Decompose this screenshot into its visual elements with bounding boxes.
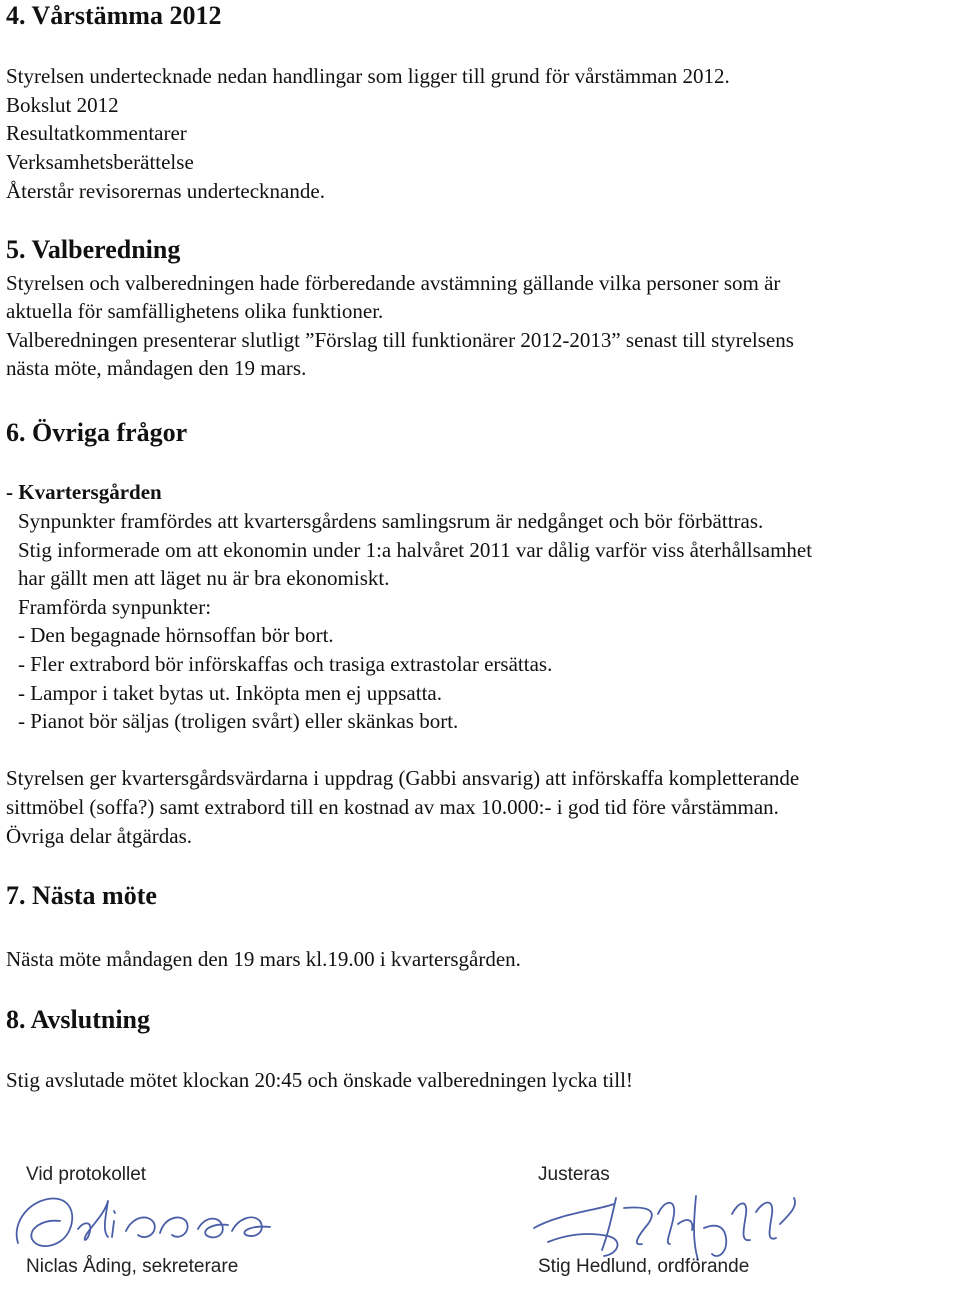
section-5-line: nästa möte, måndagen den 19 mars. (6, 356, 307, 380)
section-4-heading: 4. Vårstämma 2012 (6, 1, 222, 30)
section-5-line: Styrelsen och valberedningen hade förberedande avstämning gällande vilka personer som är (6, 271, 781, 295)
section-6-line: - Lampor i taket bytas ut. Inköpta men ej uppsatta. (18, 681, 442, 705)
section-7-heading: 7. Nästa möte (6, 881, 157, 910)
section-4-line: Verksamhetsberättelse (6, 150, 194, 174)
section-6-line: Synpunkter framfördes att kvartersgårdens samlingsrum är nedgånget och bör förbättras. (18, 509, 764, 533)
section-6-closing-line: Övriga delar åtgärdas. (6, 824, 192, 848)
section-4-line: Bokslut 2012 (6, 93, 119, 117)
section-6-closing-line: sittmöbel (soffa?) samt extrabord till en kostnad av max 10.000:- i god tid före vårstämman. (6, 795, 779, 819)
section-6-closing-line: Styrelsen ger kvartersgårdsvärdarna i uppdrag (Gabbi ansvarig) att införskaffa kompletterande (6, 766, 800, 790)
section-8-text: Stig avslutade mötet klockan 20:45 och önskade valberedningen lycka till! (6, 1068, 633, 1092)
section-6-heading: 6. Övriga frågor (6, 418, 188, 447)
section-4-line: Resultatkommentarer (6, 121, 187, 145)
section-5-line: Valberedningen presenterar slutligt ”Förslag till funktionärer 2012-2013” senast till styrelsens (6, 328, 794, 352)
section-6-line: - Pianot bör säljas (troligen svårt) eller skänkas bort. (18, 709, 459, 733)
section-6-subheading: - Kvartersgården (6, 480, 162, 504)
signature-right-label: Justeras (538, 1164, 610, 1185)
signature-left-label: Vid protokollet (26, 1164, 147, 1185)
section-6-line: Framförda synpunkter: (18, 595, 212, 619)
section-6-line: - Fler extrabord bör införskaffas och trasiga extrastolar ersättas. (18, 652, 553, 676)
section-8-heading: 8. Avslutning (6, 1005, 151, 1034)
signature-left-handwriting (8, 1185, 288, 1257)
section-6-line: - Den begagnade hörnsoffan bör bort. (18, 623, 334, 647)
signature-right-name: Stig Hedlund, ordförande (538, 1256, 750, 1277)
section-6-line: har gällt men att läget nu är bra ekonomiskt. (18, 566, 390, 590)
section-5-line: aktuella för samfällighetens olika funktioner. (6, 299, 384, 323)
section-6-line: Stig informerade om att ekonomin under 1:a halvåret 2011 var dålig varför viss återhållsamhet (18, 538, 813, 562)
section-7-text: Nästa möte måndagen den 19 mars kl.19.00 i kvartersgården. (6, 947, 521, 971)
signature-left-name: Niclas Åding, sekreterare (26, 1256, 239, 1277)
section-4-line: Återstår revisorernas undertecknande. (6, 179, 325, 203)
section-5-heading: 5. Valberedning (6, 235, 181, 264)
section-4-line: Styrelsen undertecknade nedan handlingar som ligger till grund för vårstämman 2012. (6, 64, 730, 88)
